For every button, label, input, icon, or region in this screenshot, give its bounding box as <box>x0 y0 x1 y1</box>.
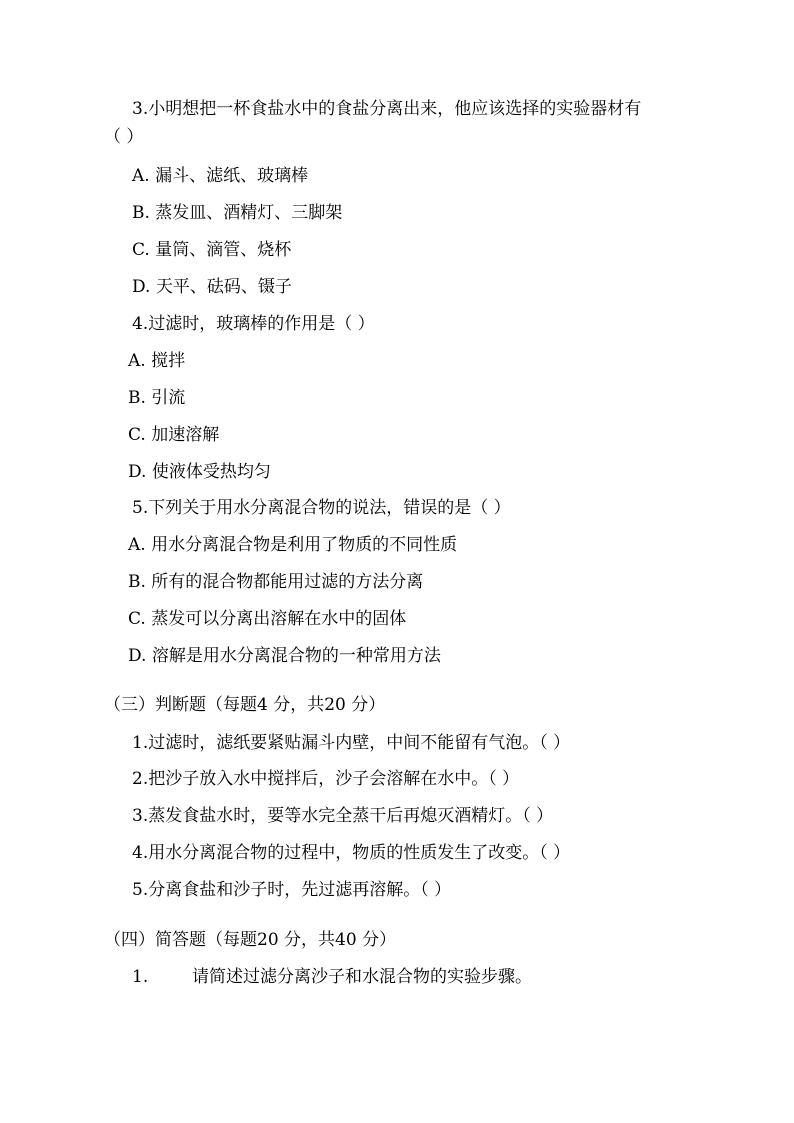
judgement-item-2: 2.把沙子放入水中搅拌后，沙子会溶解在水中。（ ） <box>132 769 520 789</box>
question-3-answer-paren: （ ） <box>104 127 144 147</box>
question-3-stem: 3.小明想把一杯食盐水中的食盐分离出来，他应该选择的实验器材有 <box>132 99 642 119</box>
question-5-option-c: C. 蒸发可以分离出溶解在水中的固体 <box>128 609 407 629</box>
question-3-option-b: B. 蒸发皿、酒精灯、三脚架 <box>132 203 343 223</box>
question-3-option-c: C. 量筒、滴管、烧杯 <box>132 240 292 260</box>
judgement-item-5: 5.分离食盐和沙子时，先过滤再溶解。（ ） <box>132 880 452 900</box>
question-4-option-d: D. 使液体受热均匀 <box>128 462 271 482</box>
judgement-item-4: 4.用水分离混合物的过程中，物质的性质发生了改变。（ ） <box>132 843 571 863</box>
question-5-option-d: D. 溶解是用水分离混合物的一种常用方法 <box>128 646 441 666</box>
question-4-option-a: A. 搅拌 <box>128 351 186 371</box>
judgement-item-1: 1.过滤时，滤纸要紧贴漏斗内壁，中间不能留有气泡。（ ） <box>132 733 571 753</box>
section-3-heading: （三）判断题（每题4 分，共20 分） <box>104 695 386 715</box>
question-4-option-c: C. 加速溶解 <box>128 425 220 445</box>
short-answer-1-number: 1. <box>132 967 149 987</box>
question-3-option-a: A. 漏斗、滤纸、玻璃棒 <box>132 166 309 186</box>
short-answer-1-text: 请简述过滤分离沙子和水混合物的实验步骤。 <box>192 967 532 987</box>
question-4-stem: 4.过滤时，玻璃棒的作用是（ ） <box>132 314 375 334</box>
section-4-heading: （四）简答题（每题20 分，共40 分） <box>104 930 397 950</box>
question-5-option-b: B. 所有的混合物都能用过滤的方法分离 <box>128 572 424 592</box>
judgement-item-3: 3.蒸发食盐水时，要等水完全蒸干后再熄灭酒精灯。（ ） <box>132 806 554 826</box>
question-3-option-d: D. 天平、砝码、镊子 <box>132 277 292 297</box>
question-5-stem: 5.下列关于用水分离混合物的说法，错误的是（ ） <box>132 498 511 518</box>
question-5-option-a: A. 用水分离混合物是利用了物质的不同性质 <box>128 535 458 555</box>
question-4-option-b: B. 引流 <box>128 388 186 408</box>
